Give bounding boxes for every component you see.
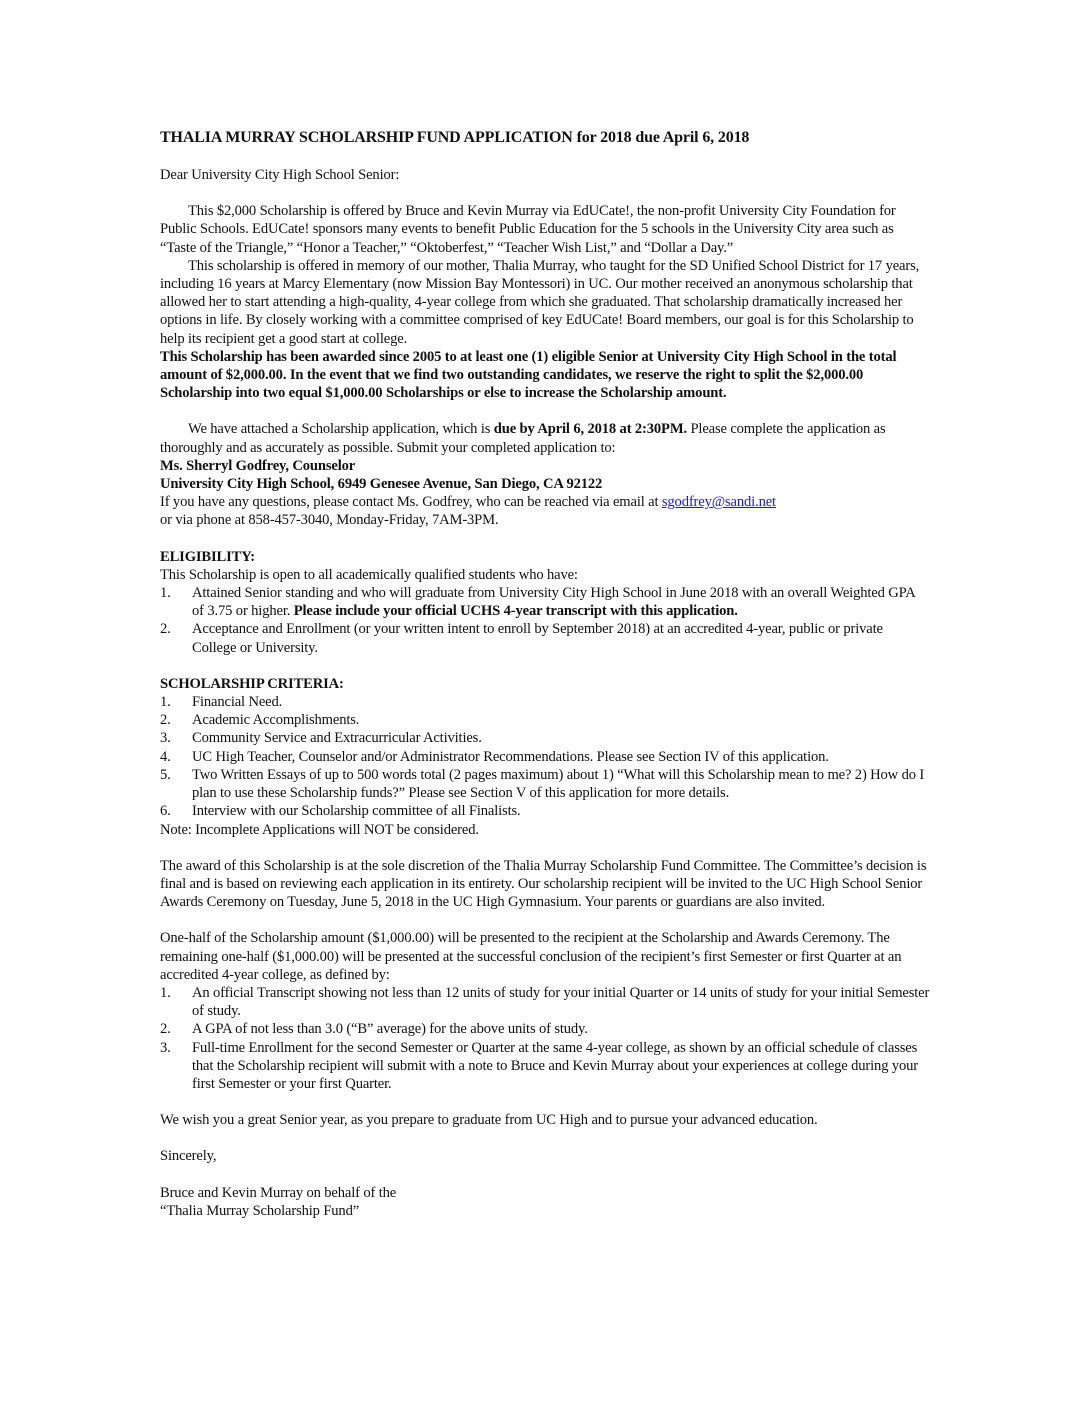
list-item: 6. Interview with our Scholarship committee of all Finalists. <box>160 803 521 820</box>
signature-line-2: “Thalia Murray Scholarship Fund” <box>160 1202 360 1219</box>
submission-paragraph: We have attached a Scholarship application, which is due by April 6, 2018 at 2:30PM. Please complete the application as thoroughly and as accurately as possible. Submit your completed application to: <box>160 421 886 456</box>
award-paragraph-2: One-half of the Scholarship amount ($1,000.00) will be presented to the recipient at the Scholarship and Awards Ceremony. The remaining one-half ($1,000.00) will be presented at the successful conclusion of the recipient’s first Semester or first Quarter at an accredited 4-year college, as defined by: <box>160 930 902 983</box>
list-item: 2. Acceptance and Enrollment (or your written intent to enroll by September 2018) at an accredited 4-year, public or private College or University. <box>160 621 883 656</box>
list-item: 2. Academic Accomplishments. <box>160 712 360 729</box>
recipient-name: Ms. Sherryl Godfrey, Counselor <box>160 457 356 474</box>
phone-line: or via phone at 858-457-3040, Monday-Friday, 7AM-3PM. <box>160 512 499 529</box>
list-item: 3. Full-time Enrollment for the second Semester or Quarter at the same 4-year college, as shown by an official schedule of classes that the Scholarship recipient will submit with a note to Bruce and Kevin Murray about your experiences at college during your first Semester or your first Quarter. <box>160 1039 918 1092</box>
page-title: THALIA MURRAY SCHOLARSHIP FUND APPLICATION for 2018 due April 6, 2018 <box>160 129 750 146</box>
list-item: 4. UC High Teacher, Counselor and/or Administrator Recommendations. Please see Section IV of this application. <box>160 748 829 765</box>
criteria-heading: SCHOLARSHIP CRITERIA: <box>160 675 344 692</box>
list-item: 1. Attained Senior standing and who will graduate from University City High School in June 2018 with an overall Weighted GPA of 3.75 or higher. Please include your official UCHS 4-year transcript with this application. <box>160 585 915 620</box>
list-item: 5. Two Written Essays of up to 500 words total (2 pages maximum) about 1) “What will this Scholarship mean to me? 2) How do I plan to use these Scholarship funds?” Please see Section V of this application for more details. <box>160 766 925 802</box>
award-paragraph-1: The award of this Scholarship is at the sole discretion of the Thalia Murray Scholarship Fund Committee. The Committee’s decision is final and is based on reviewing each application in its entirety. Our scholarship recipient will be invited to the UC High School Senior Awards Ceremony on Tuesday, June 5, 2018 in the UC High Gymnasium. Your parents or guardians are also invited. <box>160 857 927 911</box>
email-link[interactable]: sgodfrey@sandi.net <box>661 494 776 511</box>
recipient-address: University City High School, 6949 Genesee Avenue, San Diego, CA 92122 <box>160 476 603 493</box>
list-item: 1. Financial Need. <box>160 694 283 711</box>
closing-sincerely: Sincerely, <box>160 1148 217 1165</box>
closing-wish: We wish you a great Senior year, as you prepare to graduate from UC High and to pursue your advanced education. <box>160 1112 818 1129</box>
salutation: Dear University City High School Senior: <box>160 167 400 183</box>
list-item: 1. An official Transcript showing not less than 12 units of study for your initial Quarter or 14 units of study for your initial Semester of study. <box>160 984 930 1020</box>
contact-line: If you have any questions, please contact Ms. Godfrey, who can be reached via email at sgodfrey@sandi.net <box>160 494 776 511</box>
list-item: 3. Community Service and Extracurricular Activities. <box>160 730 482 747</box>
scholarship-letter <box>160 128 930 1220</box>
criteria-note: Note: Incomplete Applications will NOT be considered. <box>160 821 479 838</box>
eligibility-heading: ELIGIBILITY: <box>160 548 255 565</box>
intro-paragraph-2: This scholarship is offered in memory of our mother, Thalia Murray, who taught for the SD Unified School District for 17 years, including 16 years at Marcy Elementary (now Mission Bay Montessori) in UC. Our mother received an anonymous scholarship that allowed her to start attending a high-quality, 4-year college from which she graduated. That scholarship dramatically increased her options in life. By closely working with a committee comprised of key EdUCate! Board members, our goal is for this Scholarship to help its recipient get a good start at college. <box>160 257 920 347</box>
signature-line-1: Bruce and Kevin Murray on behalf of the <box>160 1184 397 1201</box>
eligibility-intro: This Scholarship is open to all academically qualified students who have: <box>160 566 578 583</box>
award-history-notice: This Scholarship has been awarded since 2005 to at least one (1) eligible Senior at University City High School in the total amount of $2,000.00. In the event that we find two outstanding candidates, we reserve the right to split the $2,000.00 Scholarship into two equal $1,000.00 Scholarships or else to increase the Scholarship amount. <box>160 348 897 402</box>
list-item: 2. A GPA of not less than 3.0 (“B” average) for the above units of study. <box>160 1021 588 1038</box>
award-conditions-list <box>160 984 930 1093</box>
criteria-list <box>160 693 930 820</box>
intro-paragraph-1: This $2,000 Scholarship is offered by Bruce and Kevin Murray via EdUCate!, the non-profit University City Foundation for Public Schools. EdUCate! sponsors many events to benefit Public Education for the 5 schools in the University City area such as “Taste of the Triangle,” “Honor a Teacher,” “Oktoberfest,” “Teacher Wish List,” and “Dollar a Day.” <box>160 203 896 256</box>
due-date: due by April 6, 2018 at 2:30PM. <box>493 421 687 438</box>
eligibility-list <box>160 584 930 657</box>
